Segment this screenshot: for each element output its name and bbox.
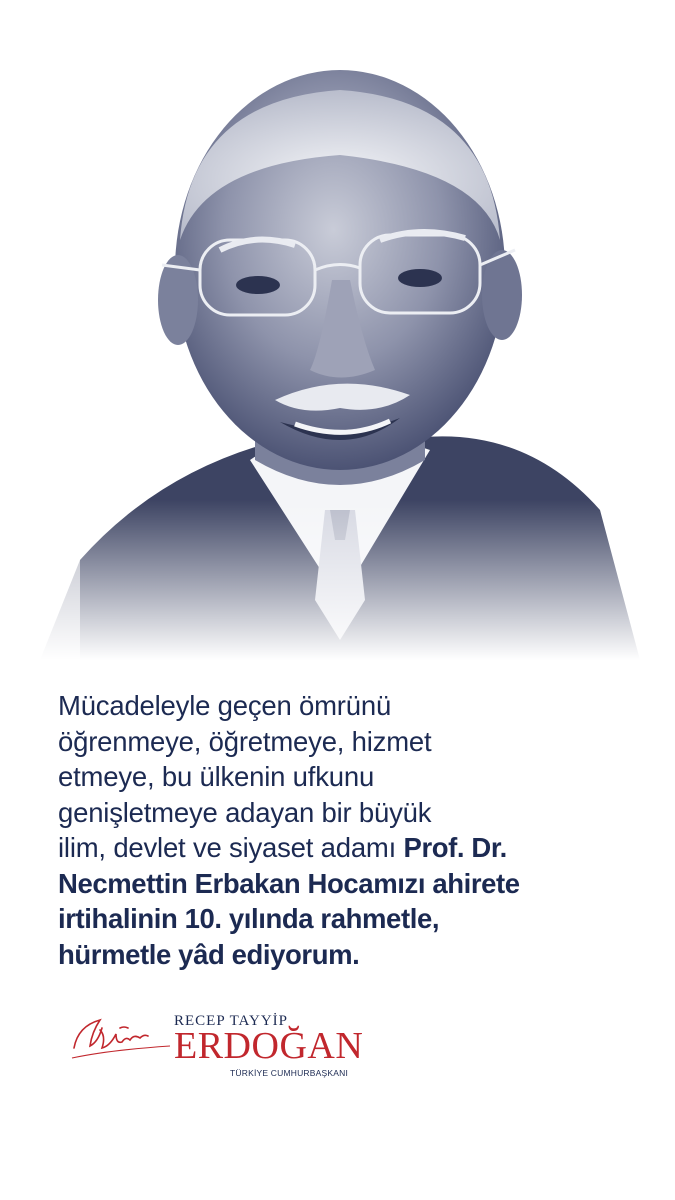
- message-line-5-text: ilim, devlet ve siyaset adamı: [58, 832, 404, 863]
- signature-title: TÜRKİYE CUMHURBAŞKANI: [230, 1068, 349, 1078]
- signature-surname: ERDOĞAN: [174, 1025, 364, 1067]
- message-line-1: Mücadeleyle geçen ömrünü: [58, 690, 392, 721]
- message-line-4: genişletmeye adayan bir büyük: [58, 796, 432, 828]
- signature-first-names: RECEP TAYYİP: [174, 1013, 289, 1029]
- signature-block: [70, 1000, 390, 1090]
- message-line-6: Necmettin Erbakan Hocamızı ahirete: [58, 867, 520, 899]
- message-highlight-title: Prof. Dr.: [403, 832, 507, 863]
- tribute-message: [58, 688, 618, 972]
- portrait-image: [40, 40, 640, 660]
- message-line-7: irtihalinin 10. yılında rahmetle,: [58, 903, 440, 934]
- handwritten-signature: [70, 1006, 180, 1066]
- message-line-2: öğrenmeye, öğretmeye, hizmet: [58, 725, 432, 757]
- message-line-5: [58, 830, 618, 866]
- message-line-3: etmeye, bu ülkenin ufkunu: [58, 761, 375, 792]
- message-line-8: hürmetle yâd ediyorum.: [58, 938, 360, 970]
